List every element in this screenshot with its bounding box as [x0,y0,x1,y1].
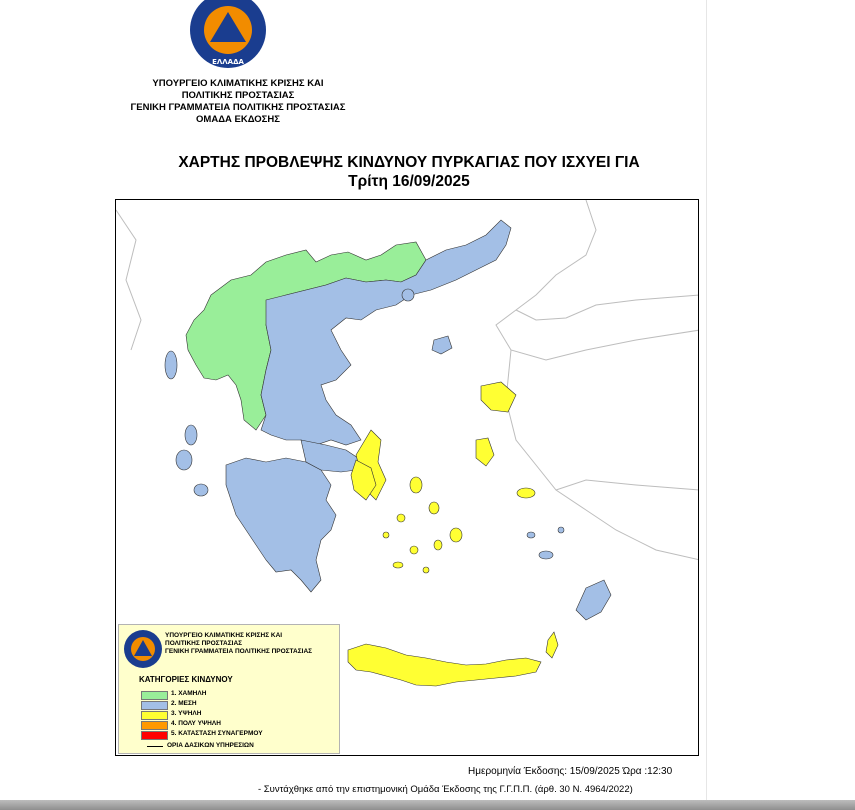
legend-label: 2. ΜΕΣΗ [171,700,197,707]
region-high-risk [348,382,558,686]
legend-ministry [165,632,341,656]
legend-swatch [141,731,168,740]
svg-text:ΕΛΛΑΔΑ: ΕΛΛΑΔΑ [212,58,244,66]
legend-border-label: ΟΡΙΑ ΔΑΣΙΚΩΝ ΥΠΗΡΕΣΙΩΝ [167,742,254,749]
civil-protection-logo-small [123,628,163,670]
legend-label: 3. ΥΨΗΛΗ [171,710,202,717]
page-edge [706,0,707,800]
legend-heading: ΚΑΤΗΓΟΡΙΕΣ ΚΙΝΔΥΝΟΥ [139,675,233,684]
legend-label: 4. ΠΟΛΥ ΥΨΗΛΗ [171,720,221,727]
legend-swatch [141,711,168,720]
legend-ministry-line: ΠΟΛΙΤΙΚΗΣ ΠΡΟΣΤΑΣΙΑΣ [165,640,243,647]
credit-note: - Συντάχθηκε από την επιστημονική Ομάδα Έκδοσης της Γ.Γ.Π.Π. (άρθ. 30 Ν. 4964/2022) [258,784,633,795]
ministry-line: ΓΕΝΙΚΗ ΓΡΑΜΜΑΤΕΙΑ ΠΟΛΙΤΙΚΗΣ ΠΡΟΣΤΑΣΙΑΣ [130,102,346,113]
legend-ministry-line: ΥΠΟΥΡΓΕΙΟ ΚΛΙΜΑΤΙΚΗΣ ΚΡΙΣΗΣ ΚΑΙ [165,632,283,639]
civil-protection-logo [183,0,273,70]
legend-swatch [141,701,168,710]
map-title [118,153,700,191]
legend-label: 5. ΚΑΤΑΣΤΑΣΗ ΣΥΝΑΓΕΡΜΟΥ [171,730,263,737]
ministry-line: ΥΠΟΥΡΓΕΙΟ ΚΛΙΜΑΤΙΚΗΣ ΚΡΙΣΗΣ ΚΑΙ [152,78,324,89]
legend-label: 1. ΧΑΜΗΛΗ [171,690,207,697]
legend-swatch [141,721,168,730]
issue-date: Ημερομηνία Έκδοσης: 15/09/2025 Ώρα :12:30 [468,766,673,777]
ministry-line: ΟΜΑΔΑ ΕΚΔΟΣΗΣ [196,114,280,125]
map-title-text: ΧΑΡΤΗΣ ΠΡΟΒΛΕΨΗΣ ΚΙΝΔΥΝΟΥ ΠΥΡΚΑΓΙΑΣ ΠΟΥ ΙΣΧΥΕΙ ΓΙΑ [178,154,640,171]
ministry-line: ΠΟΛΙΤΙΚΗΣ ΠΡΟΣΤΑΣΙΑΣ [181,90,295,101]
map-date: Τρίτη 16/09/2025 [348,173,470,190]
legend-border-line [147,746,163,747]
legend-swatch [141,691,168,700]
map-legend [118,624,340,754]
ministry-header [110,78,366,126]
viewer-bottom-bar [0,800,855,810]
legend-ministry-line: ΓΕΝΙΚΗ ΓΡΑΜΜΑΤΕΙΑ ΠΟΛΙΤΙΚΗΣ ΠΡΟΣΤΑΣΙΑΣ [165,648,313,655]
